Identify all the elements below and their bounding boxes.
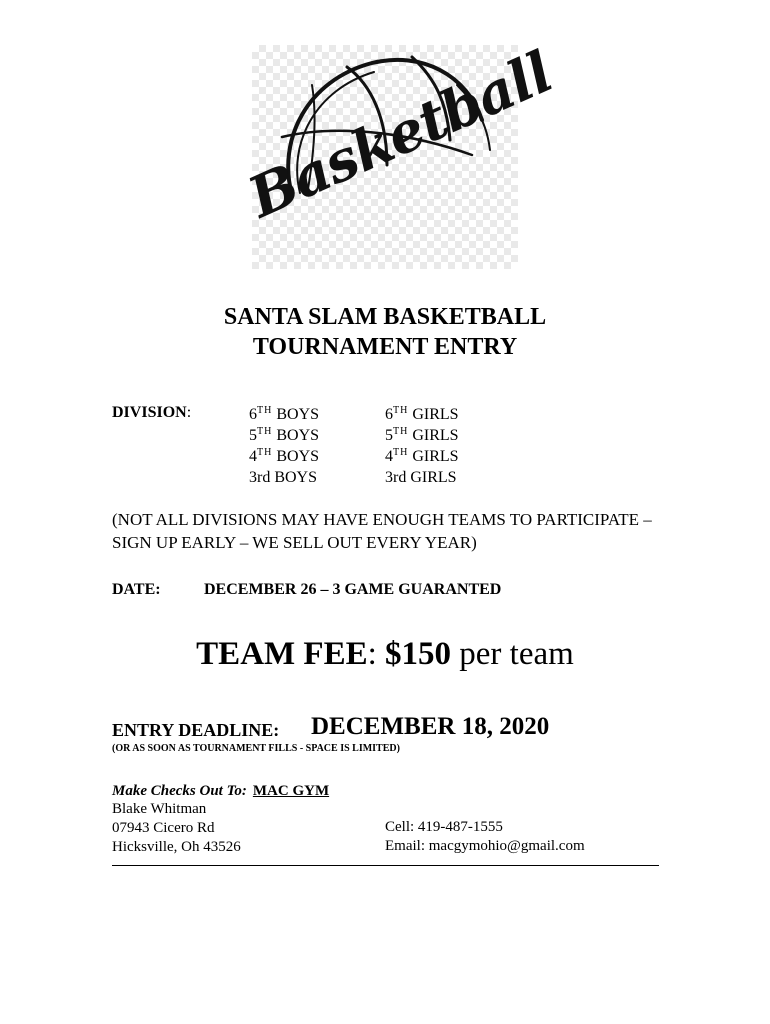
division-boys-4: 4TH BOYS: [249, 447, 320, 465]
basketball-logo: [239, 39, 562, 269]
entry-deadline-label: ENTRY DEADLINE:: [112, 720, 280, 740]
team-fee-label: TEAM FEE: [196, 636, 368, 672]
divisions-note: (NOT ALL DIVISIONS MAY HAVE ENOUGH TEAMS TO PARTICIPATE – SIGN UP EARLY – WE SELL OUT EVERY YEAR): [112, 510, 652, 552]
contact-cell: Cell: 419-487-1555: [385, 819, 503, 835]
divider-line: [112, 865, 659, 866]
checks-payable: [112, 782, 329, 801]
division-boys-5: 5TH BOYS: [249, 426, 320, 444]
girls-divisions-list: [385, 404, 459, 488]
division-girls-4: 4TH GIRLS: [385, 447, 459, 465]
division-boys-3: 3rd BOYS: [249, 469, 318, 486]
checks-payee: MAC GYM: [252, 783, 330, 799]
date-value: DECEMBER 26 – 3 GAME GUARANTED: [204, 581, 502, 598]
address-name: Blake Whitman: [112, 801, 207, 817]
logo-wordmark: Basketball: [239, 39, 562, 231]
mailing-address: [112, 800, 241, 857]
division-girls-6: 6TH GIRLS: [385, 405, 459, 423]
team-fee-amount: $150: [385, 636, 452, 672]
address-city: Hicksville, Oh 43526: [112, 839, 241, 855]
contact-info: [385, 818, 585, 856]
division-boys-6: 6TH BOYS: [249, 405, 320, 423]
boys-divisions-list: [249, 404, 319, 488]
team-fee-unit: per team: [451, 636, 574, 672]
page-title-line-1: SANTA SLAM BASKETBALL: [223, 304, 547, 330]
team-fee: TEAM FEE: $150 per team: [196, 636, 574, 672]
division-girls-3: 3rd GIRLS: [385, 469, 457, 486]
entry-deadline-value: DECEMBER 18, 2020: [311, 713, 550, 740]
checks-label: Make Checks Out To:: [112, 783, 247, 799]
page-title-line-2: TOURNAMENT ENTRY: [252, 334, 518, 360]
division-girls-5: 5TH GIRLS: [385, 426, 459, 444]
entry-deadline-note: (OR AS SOON AS TOURNAMENT FILLS - SPACE IS LIMITED): [112, 743, 400, 754]
division-label: DIVISION:: [112, 404, 192, 421]
address-street: 07943 Cicero Rd: [112, 820, 215, 836]
contact-email: Email: macgymohio@gmail.com: [385, 838, 585, 854]
date-label: DATE:: [112, 581, 161, 598]
